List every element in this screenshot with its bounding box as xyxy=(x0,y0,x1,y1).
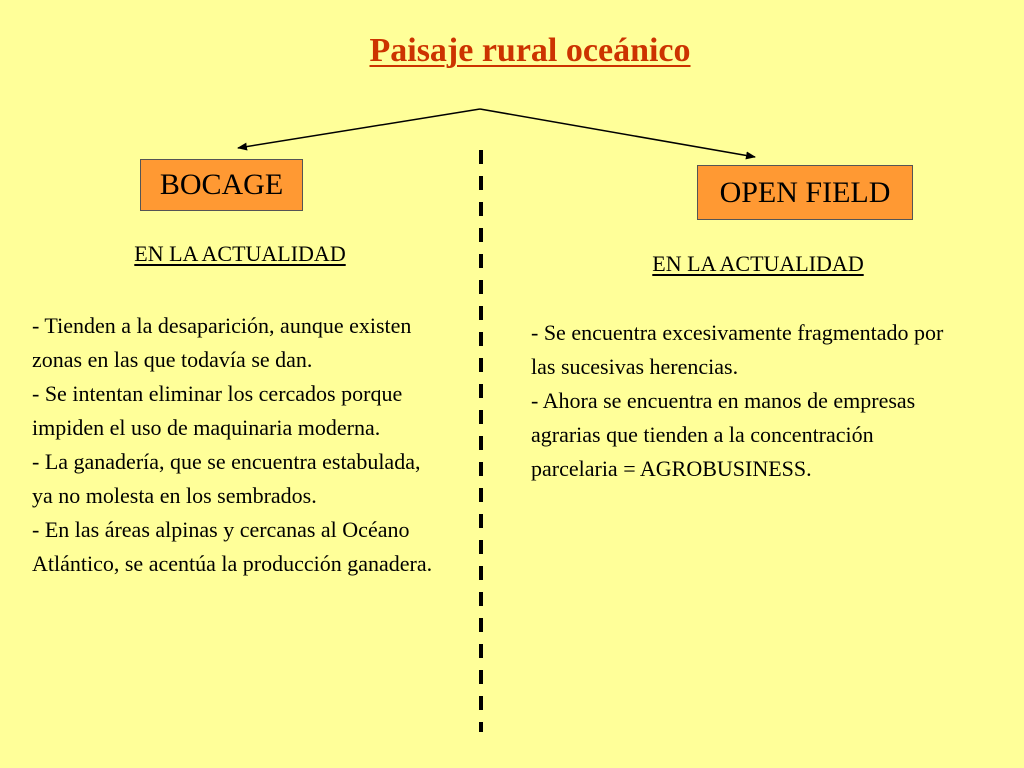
open-field-subheading: EN LA ACTUALIDAD xyxy=(652,251,864,276)
bocage-list xyxy=(32,309,442,581)
arrow-to-bocage xyxy=(238,109,480,148)
arrow-to-open-field xyxy=(480,109,755,157)
bocage-item: - En las áreas alpinas y cercanas al Océano Atlántico, se acentúa la producción ganadera. xyxy=(32,517,433,576)
open-field-box: OPEN FIELD xyxy=(697,165,913,220)
open-field-item: - Ahora se encuentra en manos de empresas agrarias que tienden a la concentración parcelaria = AGROBUSINESS. xyxy=(531,388,916,481)
open-field-list xyxy=(531,316,951,486)
slide-title: Paisaje rural oceánico xyxy=(369,32,691,69)
bocage-item: - La ganadería, que se encuentra estabulada, ya no molesta en los sembrados. xyxy=(32,449,421,508)
bocage-item: - Se intentan eliminar los cercados porque impiden el uso de maquinaria moderna. xyxy=(32,381,403,440)
bocage-box: BOCAGE xyxy=(140,159,303,211)
bocage-subheading: EN LA ACTUALIDAD xyxy=(134,241,346,266)
open-field-item: - Se encuentra excesivamente fragmentado por las sucesivas herencias. xyxy=(531,320,944,379)
bocage-item: - Tienden a la desaparición, aunque existen zonas en las que todavía se dan. xyxy=(32,313,412,372)
